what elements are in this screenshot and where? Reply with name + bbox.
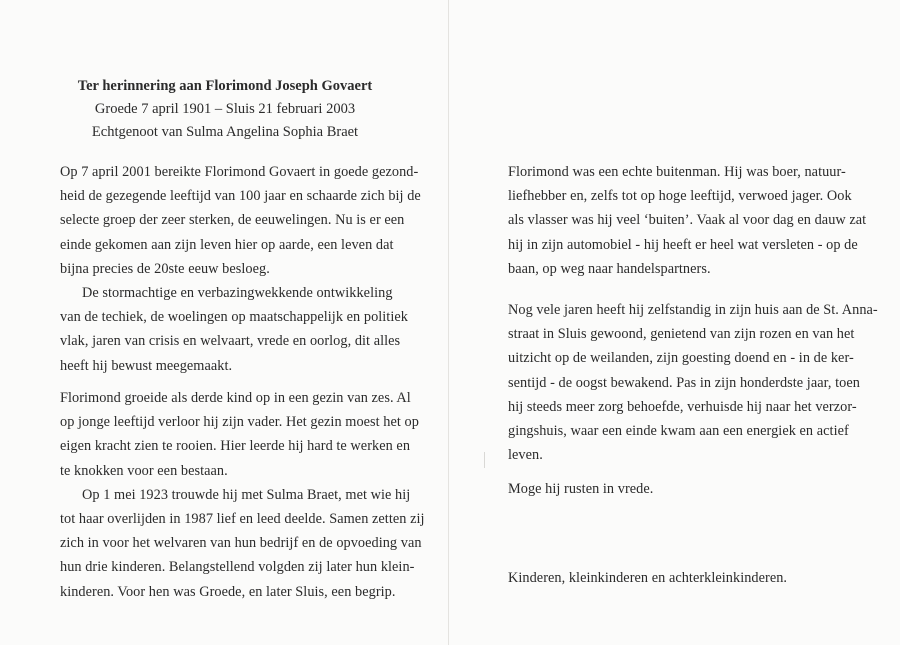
paragraph-childhood	[60, 386, 419, 483]
text-line: vlak, jaren van crisis en welvaart, vrede en oorlog, dit alles	[60, 333, 401, 350]
text-line: hij steeds meer zorg behoefde, verhuisde hij naar het verzor-	[508, 398, 857, 415]
paragraph-marriage	[60, 483, 425, 604]
memorial-header	[60, 75, 390, 144]
paragraph-centenarian	[60, 160, 421, 281]
text-line: baan, op weg naar handelspartners.	[508, 260, 711, 277]
memorial-title: Ter herinnering aan Florimond Joseph Govaert	[77, 78, 373, 94]
text-line: Florimond was een echte buitenman. Hij was boer, natuur-	[508, 164, 846, 180]
text-line: als vlasser was hij veel ‘buiten’. Vaak al voor dag en dauw zat	[508, 212, 867, 229]
paragraph-history	[60, 281, 408, 378]
text-line: hij in zijn automobiel - hij heeft er heel wat versleten - op de	[508, 236, 858, 253]
text-line: Kinderen, kleinkinderen en achterkleinkinderen.	[508, 570, 788, 586]
text-line: zich in voor het welvaren van hun bedrijf en de opvoeding van	[60, 535, 422, 552]
text-line: heeft hij bewust meegemaakt.	[60, 357, 233, 374]
left-text-block-1	[60, 160, 421, 378]
text-line: tot haar overlijden in 1987 lief en leed deelde. Samen zetten zij	[60, 511, 425, 528]
text-line: kinderen. Voor hen was Groede, en later Sluis, een begrip.	[60, 583, 396, 600]
left-text-block-2	[60, 386, 425, 604]
left-page	[0, 0, 449, 645]
text-line: De stormachtige en verbazingwekkende ontwikkeling	[82, 285, 393, 302]
paragraph-rest-in-peace	[508, 477, 844, 501]
text-line: sentijd - de oogst bewakend. Pas in zijn honderdste jaar, toen	[508, 374, 860, 391]
text-line: te knokken voor een bestaan.	[60, 462, 228, 479]
text-line: Moge hij rusten in vrede.	[508, 481, 654, 497]
right-text-block-1	[508, 160, 867, 281]
text-line: Op 1 mei 1923 trouwde hij met Sulma Braet, met wie hij	[82, 486, 411, 503]
paragraph-later-years	[508, 298, 878, 467]
text-line: Nog vele jaren heeft hij zelfstandig in zijn huis aan de St. Anna-	[508, 302, 878, 318]
text-line: heid de gezegende leeftijd van 100 jaar en schaarde zich bij de	[60, 188, 421, 205]
birth-death-dates: Groede 7 april 1901 – Sluis 21 februari 2003	[94, 101, 356, 117]
right-text-block-3	[508, 477, 844, 501]
text-line: eigen kracht zien te rooien. Hier leerde hij hard te werken en	[60, 438, 411, 455]
text-line: einde gekomen aan zijn leven hier op aarde, een leven dat	[60, 236, 394, 253]
text-line: Florimond groeide als derde kind op in een gezin van zes. Al	[60, 390, 411, 406]
text-line: op jonge leeftijd verloor hij zijn vader. Het gezin moest het op	[60, 414, 419, 431]
text-line: leven.	[508, 447, 543, 464]
text-line: straat in Sluis gewoond, genietend van zijn rozen en van het	[508, 326, 855, 343]
text-line: liefhebber en, zelfs tot op hoge leeftijd, verwoed jager. Ook	[508, 188, 852, 205]
right-text-block-2	[508, 298, 878, 467]
paragraph-outdoorsman	[508, 160, 867, 281]
paragraph-family-signature	[508, 566, 844, 590]
text-line: Op 7 april 2001 bereikte Florimond Govaert in goede gezond-	[60, 164, 419, 180]
text-line: selecte groep der zeer sterken, de eeuwelingen. Nu is er een	[60, 212, 405, 229]
fold-mark	[484, 452, 485, 468]
text-line: hun drie kinderen. Belangstellend volgden zij later hun klein-	[60, 559, 415, 576]
spouse-line: Echtgenoot van Sulma Angelina Sophia Braet	[91, 124, 359, 140]
text-line: gingshuis, waar een einde kwam aan een energiek en actief	[508, 423, 849, 440]
text-line: bijna precies de 20ste eeuw besloeg.	[60, 260, 270, 277]
text-line: van de techiek, de woelingen op maatschappelijk en politiek	[60, 309, 408, 326]
text-line: uitzicht op de weilanden, zijn goesting doend en - in de ker-	[508, 350, 854, 367]
right-text-block-4	[508, 566, 844, 590]
